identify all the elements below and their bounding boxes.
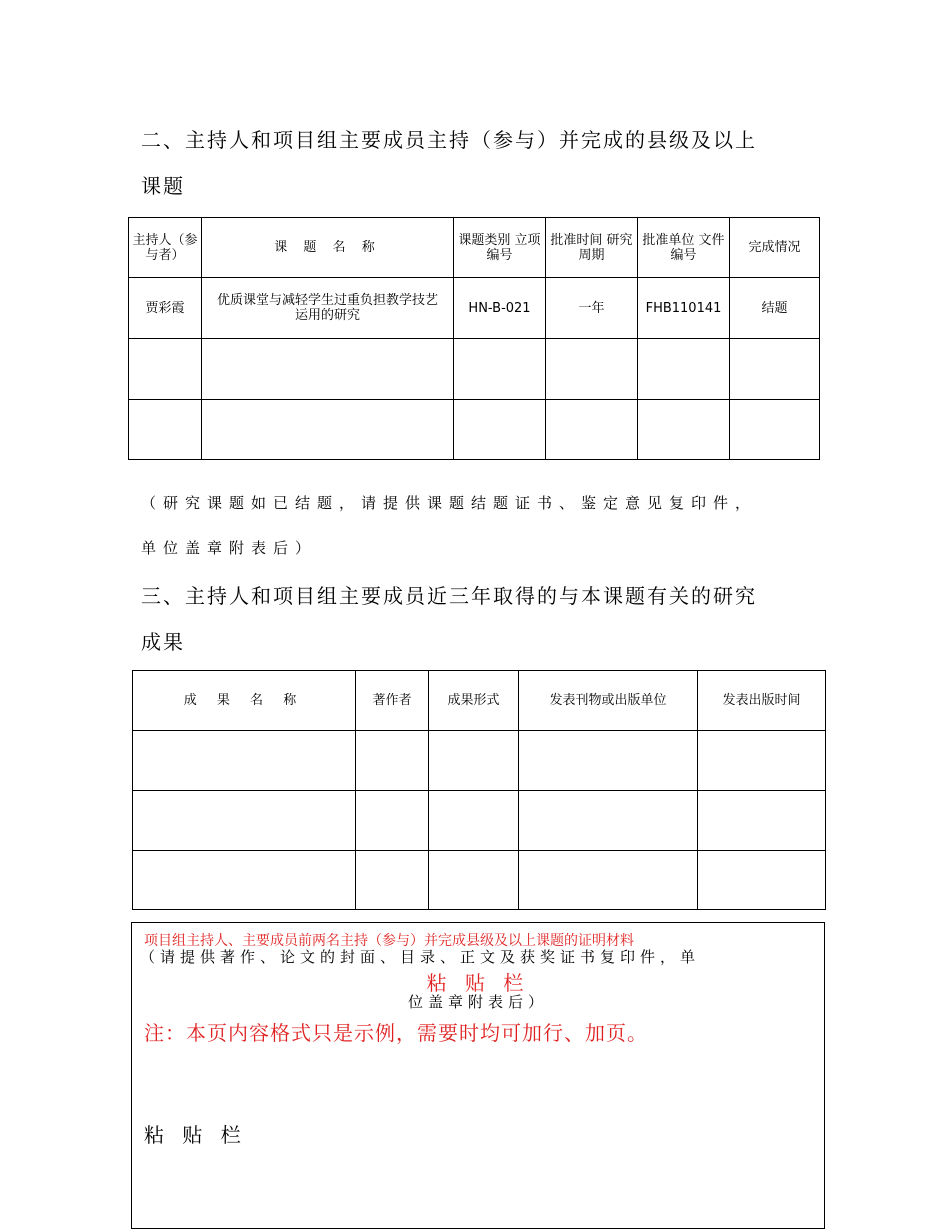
table-row <box>133 731 826 791</box>
section3-heading-line2: 成果 <box>141 630 185 654</box>
table-cell <box>730 339 820 400</box>
table-cell <box>730 400 820 460</box>
table-cell <box>133 791 356 851</box>
table-cell <box>133 731 356 791</box>
table-cell <box>638 400 730 460</box>
table-cell <box>202 400 454 460</box>
header-completion: 完成情况 <box>730 218 820 278</box>
section2-note-line1: （研究课题如已结题，请提供课题结题证书、鉴定意见复印件， <box>141 494 758 512</box>
cell-host: 贾彩霞 <box>129 278 202 339</box>
header-publish-time: 发表出版时间 <box>698 671 826 731</box>
header-publisher: 发表刊物或出版单位 <box>519 671 698 731</box>
table-cell <box>429 791 519 851</box>
section3-heading-line1: 三、主持人和项目组主要成员近三年取得的与本课题有关的研究 <box>141 584 757 608</box>
paste-box-instruction-line1: （请提供著作、论文的封面、目录、正文及获奖证书复印件，单 <box>140 948 701 966</box>
section2-heading-line2: 课题 <box>141 174 185 198</box>
table-row <box>129 339 820 400</box>
table-cell <box>698 791 826 851</box>
table-cell <box>429 731 519 791</box>
header-result-form: 成果形式 <box>429 671 519 731</box>
cell-approval-time: 一年 <box>546 278 638 339</box>
table-cell <box>429 851 519 910</box>
research-results-table <box>132 670 826 910</box>
paste-box-red-title: 项目组主持人、主要成员前两名主持（参与）并完成县级及以上课题的证明材料 <box>144 933 634 949</box>
table-cell <box>202 339 454 400</box>
section2-note-line2: 单位盖章附表后） <box>141 539 318 557</box>
cell-approval-unit: FHB110141 <box>638 278 730 339</box>
table-cell <box>546 400 638 460</box>
table-cell <box>356 851 429 910</box>
paste-box-red-note: 注：本页内容格式只是示例，需要时均可加行、加页。 <box>144 1021 648 1045</box>
table-cell <box>519 791 698 851</box>
table-cell <box>129 339 202 400</box>
table-cell <box>546 339 638 400</box>
header-project-name: 课 题 名 称 <box>202 218 454 278</box>
header-category: 课题类别 立项编号 <box>454 218 546 278</box>
table-cell <box>133 851 356 910</box>
cell-completion: 结题 <box>730 278 820 339</box>
paste-box-red-label: 粘 贴 栏 <box>426 971 530 995</box>
table-cell <box>519 731 698 791</box>
header-author: 著作者 <box>356 671 429 731</box>
cell-project-name: 优质课堂与减轻学生过重负担教学技艺运用的研究 <box>202 278 454 339</box>
paste-box-label: 粘 贴 栏 <box>144 1123 247 1147</box>
header-host: 主持人（参与者） <box>129 218 202 278</box>
table-cell <box>356 791 429 851</box>
table-row <box>129 278 820 339</box>
header-approval-time: 批准时间 研究周期 <box>546 218 638 278</box>
section2-heading-line1: 二、主持人和项目组主要成员主持（参与）并完成的县级及以上 <box>141 128 757 152</box>
table-row <box>133 791 826 851</box>
paste-box <box>131 922 825 1229</box>
header-result-name: 成 果 名 称 <box>133 671 356 731</box>
table-cell <box>356 731 429 791</box>
table-header-row <box>129 218 820 278</box>
paste-box-instruction-line2: 位盖章附表后） <box>407 993 548 1011</box>
table-cell <box>454 400 546 460</box>
table-row <box>133 851 826 910</box>
table-cell <box>519 851 698 910</box>
table-header-row <box>133 671 826 731</box>
table-cell <box>454 339 546 400</box>
table-cell <box>129 400 202 460</box>
table-cell <box>698 851 826 910</box>
table-row <box>129 400 820 460</box>
table-cell <box>698 731 826 791</box>
cell-category: HN-B-021 <box>454 278 546 339</box>
header-approval-unit: 批准单位 文件编号 <box>638 218 730 278</box>
table-cell <box>638 339 730 400</box>
completed-projects-table <box>128 217 820 460</box>
